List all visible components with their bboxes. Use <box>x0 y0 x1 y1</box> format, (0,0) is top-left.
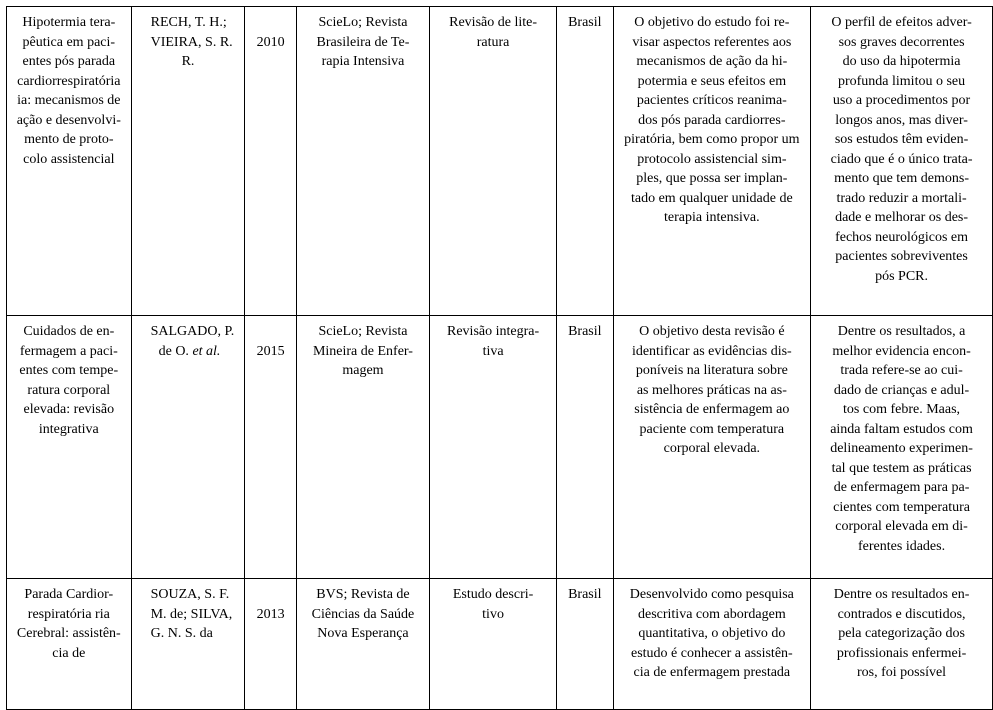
results-cell: Dentre os resultados en- contrados e discutidos, pela categorização dos profissionais enfermei- ros, foi possível <box>811 579 993 710</box>
title-cell: Parada Cardior- respiratória ria Cerebral: assistên- cia de <box>7 579 132 710</box>
title-cell: Hipotermia tera- pêutica em paci- entes pós parada cardiorrespiratória ia: mecanismos de ação e desenvolvi- mento de proto- colo assistencial <box>7 7 132 316</box>
year-cell: 2015 <box>245 316 296 579</box>
results-cell: O perfil de efeitos adver- sos graves decorrentes do uso da hipotermia profunda limitou o seu uso a procedimentos por longos anos, mas diver- sos estudos têm eviden- ciado que é o único trata- mento que tem demons- trado reduzir a mortali- dade e melhorar os des- fechos neurológicos em pacientes sobreviventes pós PCR. <box>811 7 993 316</box>
country-cell: Brasil <box>557 7 614 316</box>
authors-cell: RECH, T. H.; VIEIRA, S. R. R. <box>131 7 245 316</box>
table-row <box>7 316 993 579</box>
authors-cell: SALGADO, P. de O. et al. <box>131 316 245 579</box>
study-type-cell: Revisão de lite- ratura <box>430 7 557 316</box>
study-type-cell: Estudo descri- tivo <box>430 579 557 710</box>
country-cell: Brasil <box>557 579 614 710</box>
objective-cell: O objetivo do estudo foi re- visar aspectos referentes aos mecanismos de ação da hi- potermia e seus efeitos em pacientes críticos reanima- dos pós parada cardiorres- piratória, bem como propor um protocolo assistencial sim- ples, que possa ser implan- tado em qualquer unidade de terapia intensiva. <box>613 7 811 316</box>
authors-cell: SOUZA, S. F. M. de; SILVA, G. N. S. da <box>131 579 245 710</box>
literature-review-table <box>6 6 993 710</box>
year-cell: 2010 <box>245 7 296 316</box>
objective-cell: O objetivo desta revisão é identificar as evidências dis- poníveis na literatura sobre as melhores práticas na as- sistência de enfermagem ao paciente com temperatura corporal elevada. <box>613 316 811 579</box>
source-cell: BVS; Revista de Ciências da Saúde Nova Esperança <box>296 579 429 710</box>
country-cell: Brasil <box>557 316 614 579</box>
year-cell: 2013 <box>245 579 296 710</box>
table-row <box>7 579 993 710</box>
source-cell: ScieLo; Revista Brasileira de Te- rapia Intensiva <box>296 7 429 316</box>
objective-cell: Desenvolvido como pesquisa descritiva com abordagem quantitativa, o objetivo do estudo é conhecer a assistên- cia de enfermagem prestada <box>613 579 811 710</box>
source-cell: ScieLo; Revista Mineira de Enfer- magem <box>296 316 429 579</box>
et-al-italic: et al. <box>192 343 221 359</box>
table-row <box>7 7 993 316</box>
study-type-cell: Revisão integra- tiva <box>430 316 557 579</box>
title-cell: Cuidados de en- fermagem a paci- entes com tempe- ratura corporal elevada: revisão integrativa <box>7 316 132 579</box>
results-cell: Dentre os resultados, a melhor evidencia encon- trada refere-se ao cui- dado de crianças e adul- tos com febre. Maas, ainda faltam estudos com delineamento experimen- tal que testem as práticas de enfermagem para pa- cientes com temperatura corporal elevada em di- ferentes idades. <box>811 316 993 579</box>
